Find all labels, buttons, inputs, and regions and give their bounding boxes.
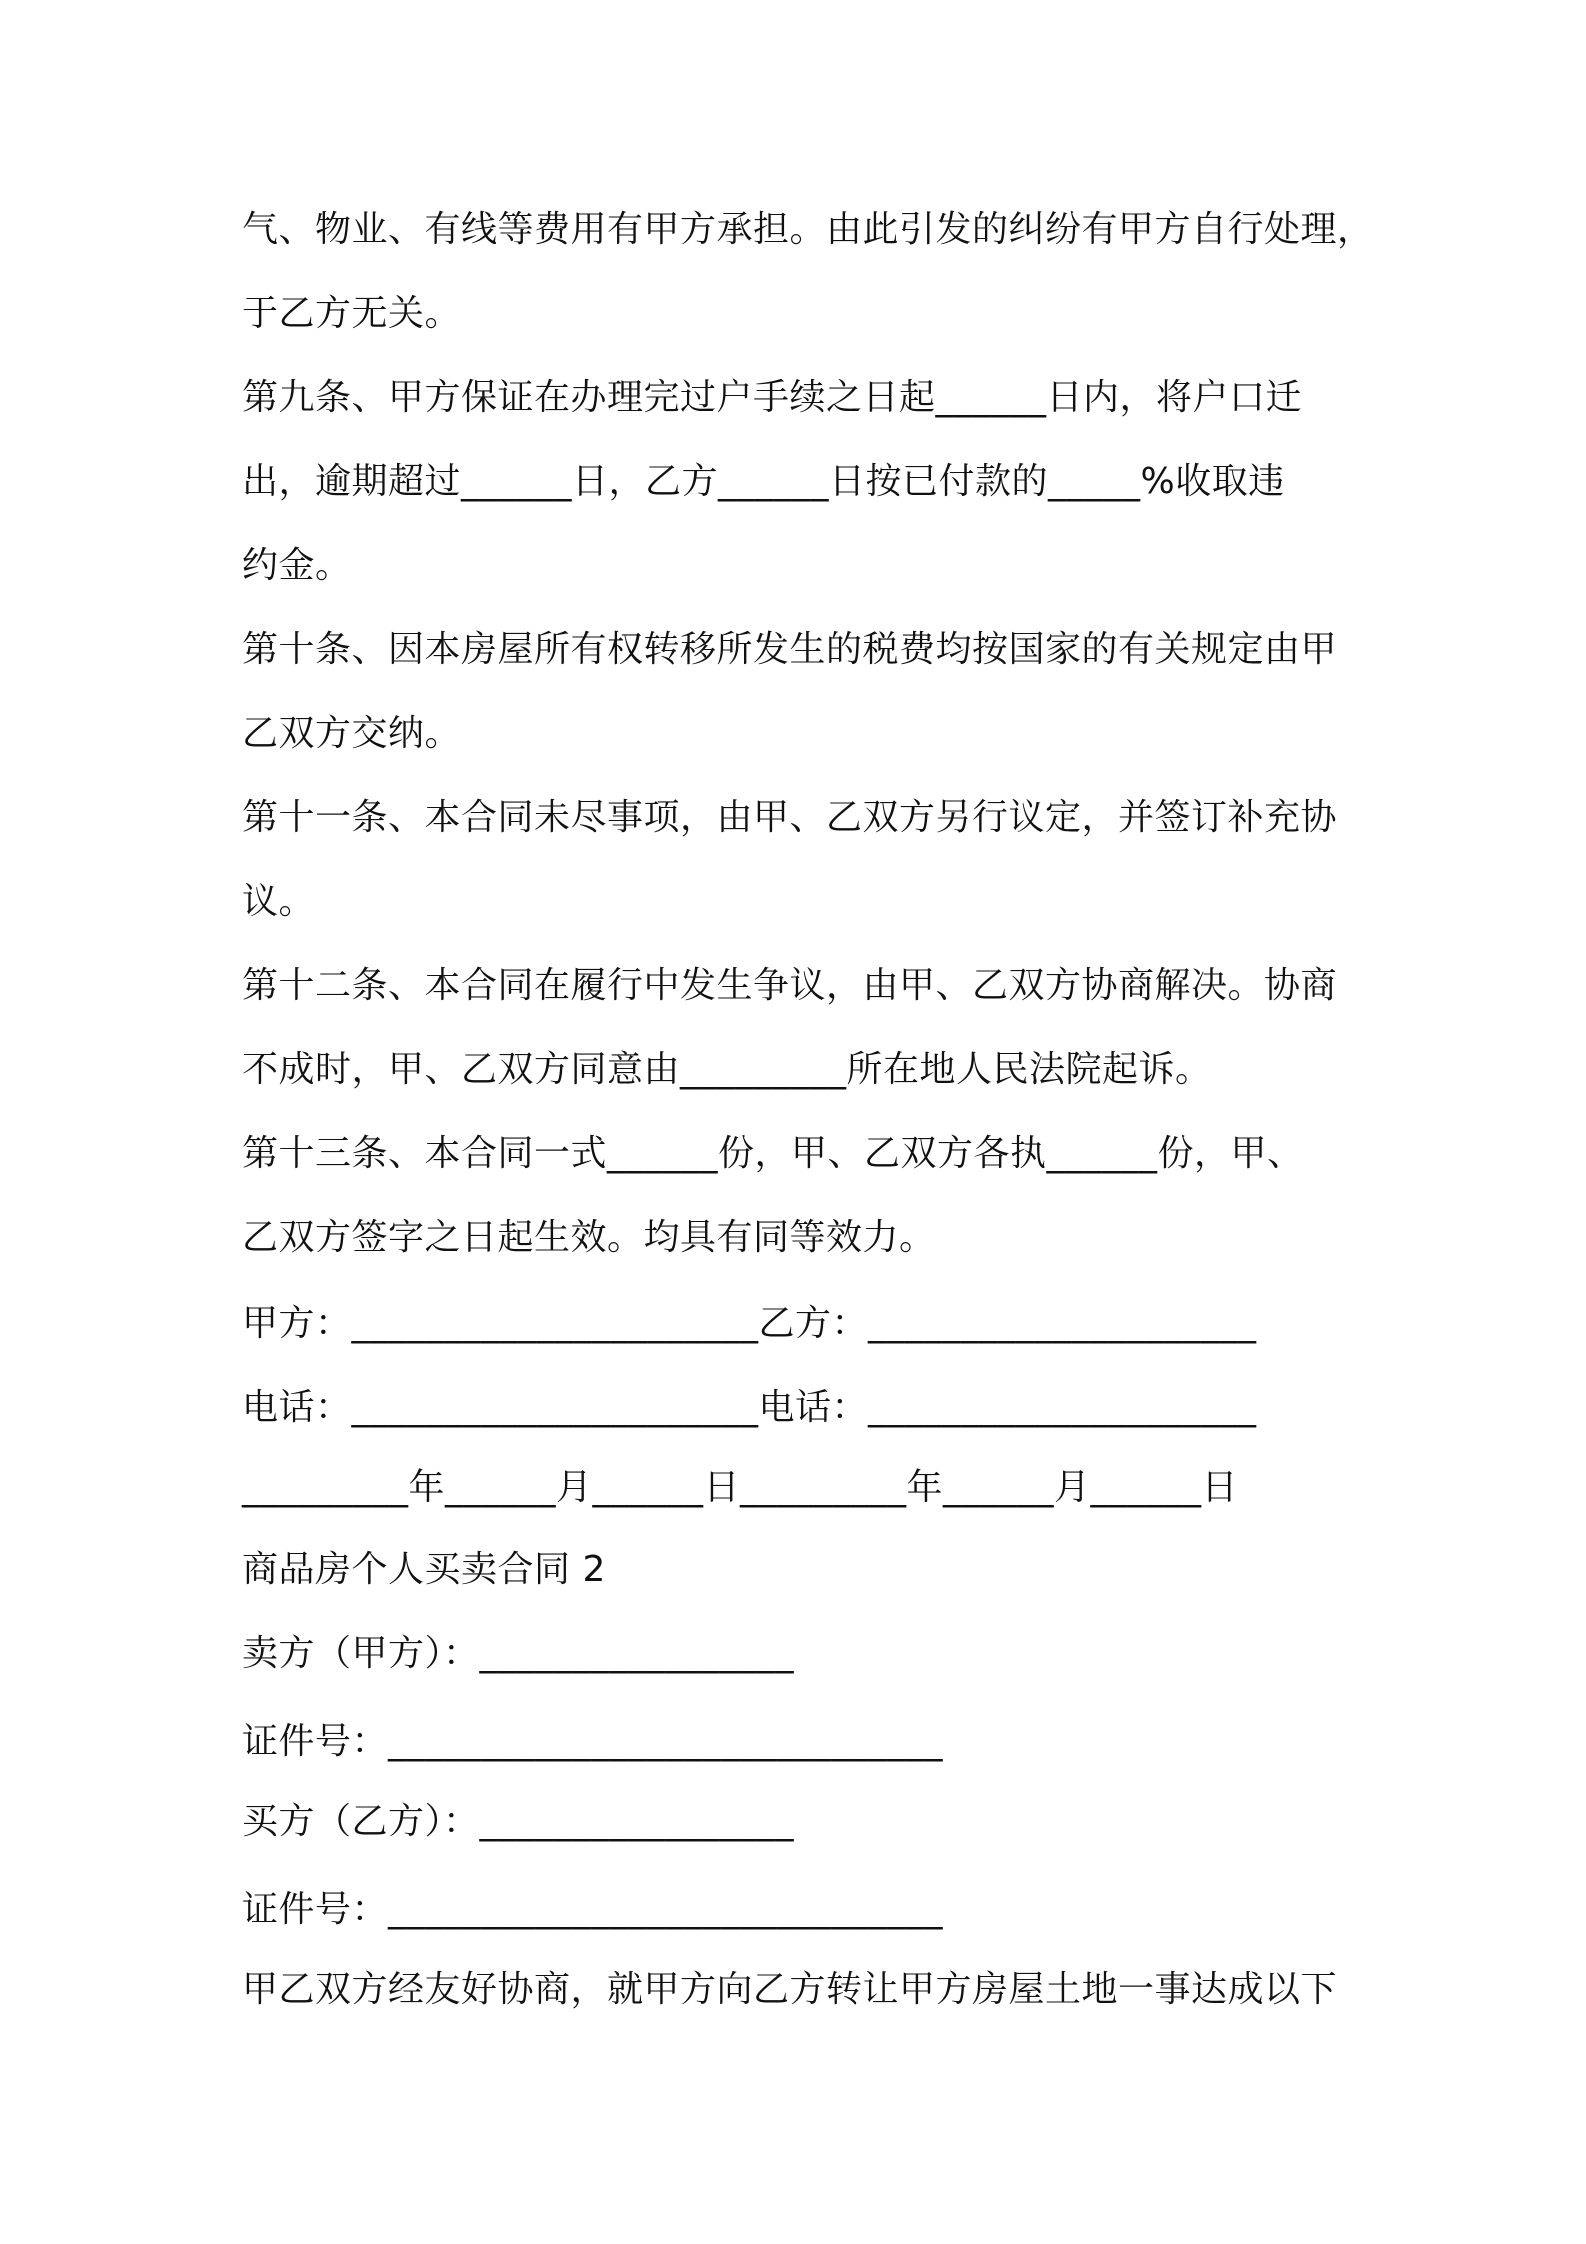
- clause-12-line: 第十二条、本合同在履行中发生争议，由甲、乙双方协商解决。协商: [242, 965, 1338, 1006]
- section-title: 商品房个人买卖合同 2: [242, 1549, 606, 1590]
- paragraph-line: 甲乙双方经友好协商，就甲方向乙方转让甲方房屋土地一事达成以下: [242, 1969, 1338, 2010]
- clause-13-line: 第十三条、本合同一式______份，甲、乙双方各执______份，甲、: [242, 1133, 1304, 1174]
- buyer-field-line: 买方（乙方）：_________________: [242, 1801, 795, 1842]
- paragraph-line: 约金。: [242, 545, 352, 586]
- paragraph-line: 议。: [242, 881, 316, 922]
- paragraph-line: 气、物业、有线等费用有甲方承担。由此引发的纠纷有甲方自行处理，: [242, 209, 1374, 250]
- paragraph-line: 乙双方签字之日起生效。均具有同等效力。: [242, 1217, 936, 1258]
- clause-10-line: 第十条、因本房屋所有权转移所发生的税费均按国家的有关规定由甲: [242, 629, 1338, 670]
- paragraph-line: 出，逾期超过______日，乙方______日按已付款的_____%收取违: [242, 461, 1285, 502]
- seller-id-field-line: 证件号：______________________________: [242, 1721, 944, 1762]
- paragraph-line: 于乙方无关。: [242, 293, 462, 334]
- signature-line-date: _________年______月______日_________年______月______日: [242, 1467, 1238, 1508]
- clause-9-line: 第九条、甲方保证在办理完过户手续之日起______日内，将户口迁: [242, 377, 1303, 418]
- paragraph-line: 不成时，甲、乙双方同意由_________所在地人民法院起诉。: [242, 1049, 1212, 1090]
- buyer-id-field-line: 证件号：______________________________: [242, 1889, 944, 1930]
- clause-11-line: 第十一条、本合同未尽事项，由甲、乙双方另行议定，并签订补充协: [242, 797, 1338, 838]
- signature-line-phone: 电话：______________________电话：_____________________: [242, 1387, 1257, 1428]
- seller-field-line: 卖方（甲方）：_________________: [242, 1633, 795, 1674]
- paragraph-line: 乙双方交纳。: [242, 713, 462, 754]
- signature-line-party: 甲方：______________________乙方：_____________________: [242, 1303, 1257, 1344]
